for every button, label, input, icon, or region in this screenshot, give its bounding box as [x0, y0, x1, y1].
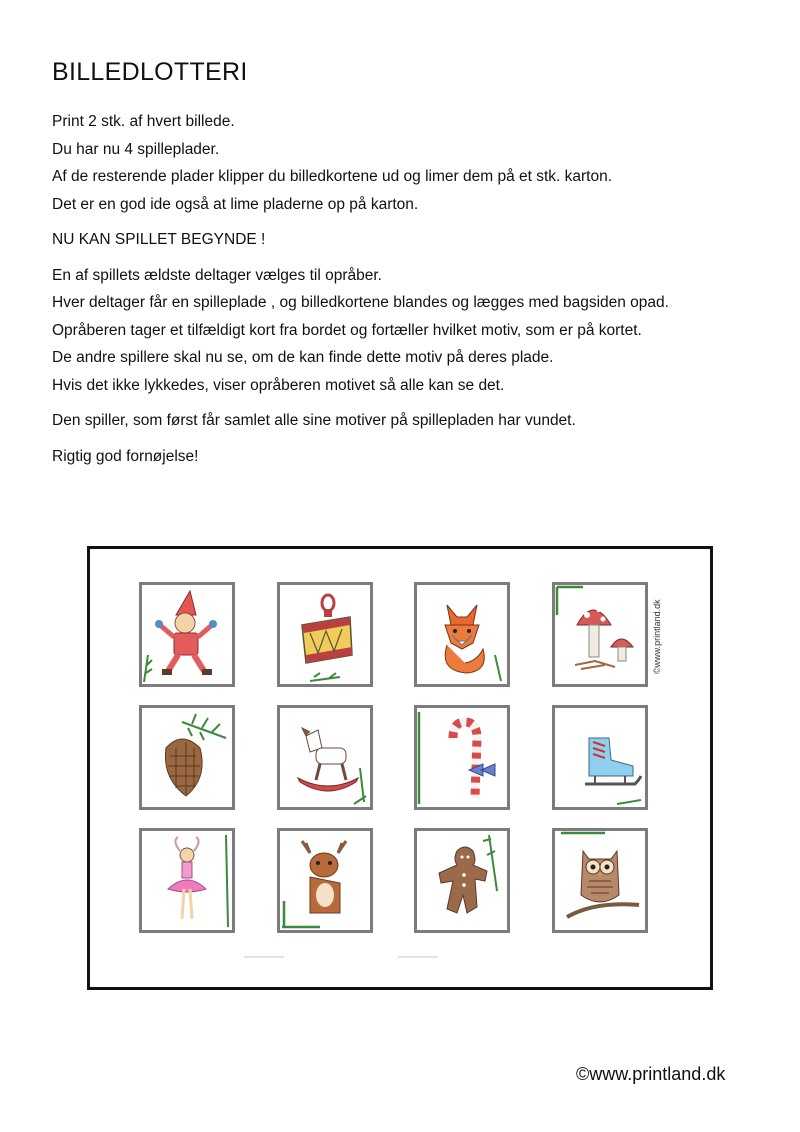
rocking-horse-icon [280, 708, 370, 807]
text-line: Du har nu 4 spilleplader. [52, 140, 220, 158]
text-line: En af spillets ældste deltager vælges til opråber. [52, 266, 382, 284]
card-ballerina [139, 828, 235, 933]
ballerina-icon [142, 831, 232, 930]
owl-icon [555, 831, 645, 930]
text-line: NU KAN SPILLET BEGYNDE ! [52, 231, 266, 248]
text-line: Rigtig god fornøjelse! [52, 447, 199, 465]
text-line: Hvis det ikke lykkedes, viser opråberen motivet så alle kan se det. [52, 376, 505, 394]
paragraph-closing [52, 443, 772, 471]
mushroom-icon [555, 585, 645, 684]
paragraph-setup [52, 108, 772, 218]
instructions [52, 108, 772, 478]
candy-cane-icon [417, 708, 507, 807]
board-watermark-text: ©www.printland.dk [652, 599, 662, 674]
text-line: Print 2 stk. af hvert billede. [52, 113, 235, 130]
card-drum-ornament [277, 582, 373, 687]
text-line: De andre spillere skal nu se, om de kan finde dette motiv på deres plade. [52, 349, 554, 366]
text-line: Af de resterende plader klipper du billedkortene ud og limer dem på et stk. karton. [52, 168, 613, 185]
text-line: Opråberen tager et tilfældigt kort fra bordet og fortæller hvilket motiv, som er på kortet. [52, 321, 642, 339]
reindeer-icon [280, 831, 370, 930]
elf-icon [142, 585, 232, 684]
card-rocking-horse [277, 705, 373, 810]
card-reindeer [277, 828, 373, 933]
pencil-smudge [398, 956, 438, 958]
text-line: Hver deltager får en spilleplade , og billedkortene blandes og lægges med bagsiden opad. [52, 294, 669, 311]
drum-ornament-icon [280, 585, 370, 684]
card-ice-skate [552, 705, 648, 810]
paragraph-rules [52, 262, 772, 400]
board-watermark [652, 574, 666, 674]
ice-skate-icon [555, 708, 645, 807]
card-candy-cane [414, 705, 510, 810]
card-owl [552, 828, 648, 933]
text-line: Den spiller, som først får samlet alle sine motiver på spillepladen har vundet. [52, 412, 576, 429]
copyright-footer: ©www.printland.dk [576, 1064, 726, 1084]
card-elf [139, 582, 235, 687]
paragraph-winner [52, 407, 772, 435]
text-line: Det er en god ide også at lime pladerne op på karton. [52, 195, 419, 213]
fox-icon [417, 585, 507, 684]
pine-cone-icon [142, 708, 232, 807]
card-mushroom [552, 582, 648, 687]
card-pine-cone [139, 705, 235, 810]
paragraph-start [52, 226, 772, 254]
pencil-smudge [244, 956, 284, 958]
page-title: BILLEDLOTTERI [52, 58, 248, 86]
card-fox [414, 582, 510, 687]
card-gingerbread-man [414, 828, 510, 933]
gingerbread-man-icon [417, 831, 507, 930]
